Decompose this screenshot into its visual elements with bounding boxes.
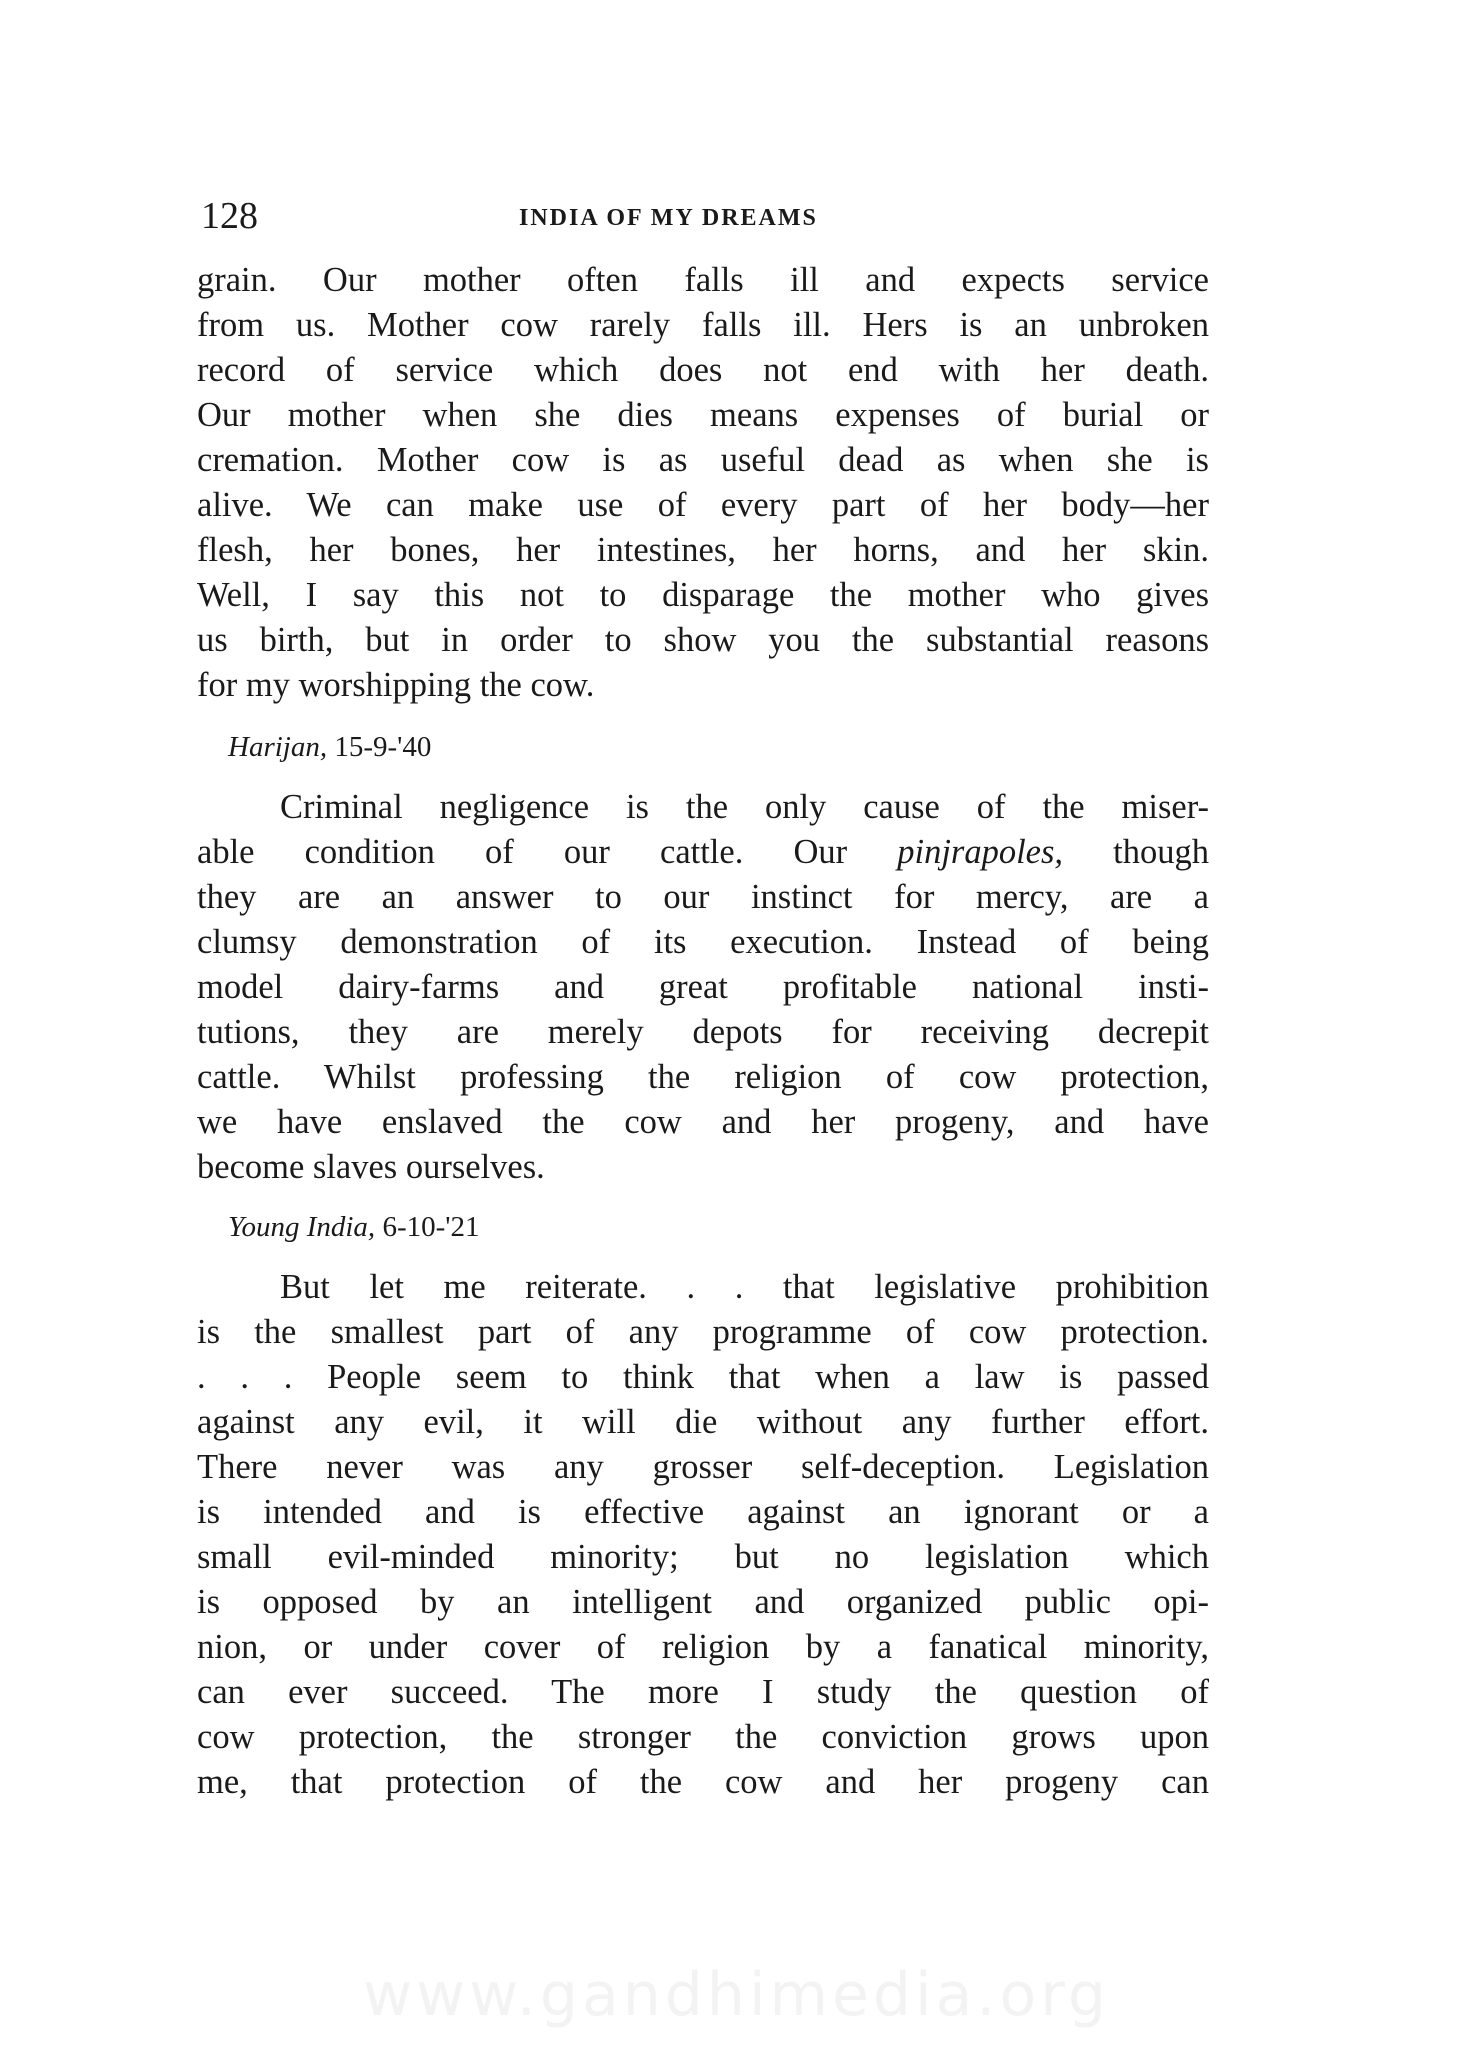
text-line: model dairy-farms and great profitable national insti- bbox=[197, 968, 1209, 1006]
source-citation-2 bbox=[228, 1207, 479, 1247]
text-line: nion, or under cover of religion by a fanatical minority, bbox=[197, 1628, 1209, 1666]
text-line: Our mother when she dies means expenses of burial or bbox=[197, 396, 1209, 434]
paragraph-3 bbox=[197, 1265, 1209, 1805]
text-line: become slaves ourselves. bbox=[197, 1148, 545, 1186]
text-line: us birth, but in order to show you the substantial reasons bbox=[197, 621, 1209, 659]
text-line: alive. We can make use of every part of her body—her bbox=[197, 486, 1209, 524]
text-line: But let me reiterate. . . that legislative prohibition bbox=[280, 1268, 1209, 1306]
source-publication: Young India, bbox=[228, 1211, 376, 1243]
text-line: . . . People seem to think that when a law is passed bbox=[197, 1358, 1209, 1396]
paragraph-2 bbox=[197, 785, 1209, 1190]
text-line: they are an answer to our instinct for mercy, are a bbox=[197, 878, 1209, 916]
running-head bbox=[201, 192, 1207, 240]
text-segment: able condition of our cattle. Our bbox=[197, 833, 898, 871]
source-date: 15-9-'40 bbox=[334, 731, 432, 763]
source-publication: Harijan, bbox=[228, 731, 328, 763]
text-segment: though bbox=[1063, 833, 1209, 871]
text-line: grain. Our mother often falls ill and expects service bbox=[197, 261, 1209, 299]
text-line: flesh, her bones, her intestines, her horns, and her skin. bbox=[197, 531, 1209, 569]
text-line: cattle. Whilst professing the religion of cow protection, bbox=[197, 1058, 1209, 1096]
text-line: clumsy demonstration of its execution. Instead of being bbox=[197, 923, 1209, 961]
text-line: for my worshipping the cow. bbox=[197, 666, 595, 704]
text-line: against any evil, it will die without any further effort. bbox=[197, 1403, 1209, 1441]
page-number: 128 bbox=[201, 195, 258, 237]
text-line: from us. Mother cow rarely falls ill. Hers is an unbroken bbox=[197, 306, 1209, 344]
text-line: Well, I say this not to disparage the mother who gives bbox=[197, 576, 1209, 614]
text-line: we have enslaved the cow and her progeny, and have bbox=[197, 1103, 1209, 1141]
text-line: can ever succeed. The more I study the question of bbox=[197, 1673, 1209, 1711]
text-line: There never was any grosser self-deception. Legislation bbox=[197, 1448, 1209, 1486]
text-line: me, that protection of the cow and her progeny can bbox=[197, 1763, 1209, 1801]
book-title: INDIA OF MY DREAMS bbox=[519, 205, 818, 231]
paragraph-1 bbox=[197, 258, 1209, 708]
text-line: small evil-minded minority; but no legislation which bbox=[197, 1538, 1209, 1576]
text-line: is the smallest part of any programme of cow protection. bbox=[197, 1313, 1209, 1351]
source-citation-1 bbox=[228, 727, 431, 767]
text-line: cremation. Mother cow is as useful dead as when she is bbox=[197, 441, 1209, 479]
text-line: is intended and is effective against an ignorant or a bbox=[197, 1493, 1209, 1531]
watermark: www.gandhimedia.org bbox=[363, 1960, 1110, 2030]
text-line: cow protection, the stronger the conviction grows upon bbox=[197, 1718, 1209, 1756]
text-line: Criminal negligence is the only cause of the miser- bbox=[280, 788, 1209, 826]
italic-term: pinjrapoles, bbox=[897, 833, 1064, 871]
text-line bbox=[197, 830, 1209, 875]
text-line: is opposed by an intelligent and organized public opi- bbox=[197, 1583, 1209, 1621]
text-line: record of service which does not end with her death. bbox=[197, 351, 1209, 389]
text-line: tutions, they are merely depots for receiving decrepit bbox=[197, 1013, 1209, 1051]
source-date: 6-10-'21 bbox=[382, 1211, 480, 1243]
